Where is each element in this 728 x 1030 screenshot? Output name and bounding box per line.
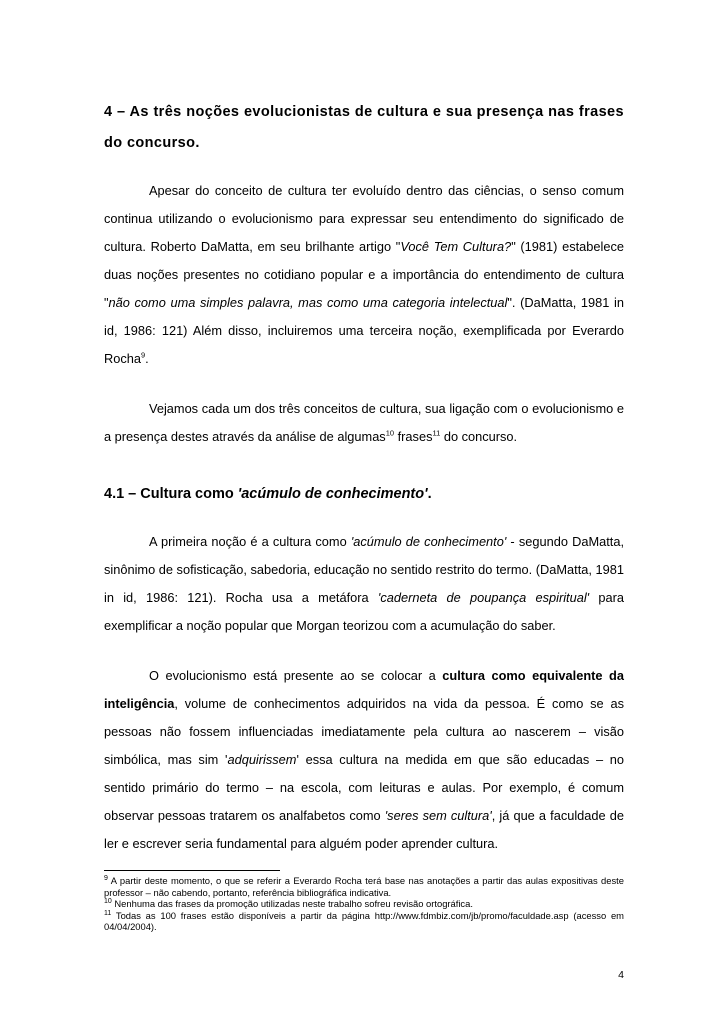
paragraph-3: A primeira noção é a cultura como 'acúmulo de conhecimento' - segundo DaMatta, sinônimo de sofisticação, sabedoria, educação no sentido restrito do termo. (DaMatta, 1981 in id, 1986: 121). Rocha usa a metáfora 'caderneta de poupança espiritual' para exemplificar a noção popular que Morgan teorizou com a acumulação do saber. xyxy=(104,534,624,633)
footnotes xyxy=(104,875,624,933)
footnote-10: $^{10}$ Nenhuma das frases da promoção utilizadas neste trabalho sofreu revisão ortográfica. xyxy=(104,898,473,910)
paragraph-2: Vejamos cada um dos três conceitos de cultura, sua ligação com o evolucionismo e a presença destes através da análise de algumas$^{10}$ frases$^{11}$ do concurso. xyxy=(104,401,624,444)
footnote-11: $^{11}$ Todas as 100 frases estão disponíveis a partir da página http://www.fdmbiz.com/jb/promo/faculdade.asp (acesso em 04/04/2004). xyxy=(104,909,624,933)
footnote-ref-11[interactable]: 11 xyxy=(432,428,441,438)
footnote-divider xyxy=(104,870,280,871)
paragraph-4: O evolucionismo está presente ao se colocar a cultura como equivalente da inteligência, volume de conhecimentos adquiridos na vida da pessoa. É como se as pessoas não fossem influenciadas imediatamente pela cultura ao nascerem – visão simbólica, mas sim 'adquirissem' essa cultura na medida em que são educadas – no sentido primário do termo – na escola, com leituras e aulas. Por exemplo, é comum observar pessoas tratarem os analfabetos como 'seres sem cultura', já que a faculdade de ler e escrever seria fundamental para alguém poder aprender cultura. xyxy=(104,668,624,851)
footnote-ref-9[interactable]: 9 xyxy=(141,350,146,360)
section-heading: 4 – As três noções evolucionistas de cultura e sua presença nas frases do concurso. xyxy=(104,104,624,151)
subsection-heading: 4.1 – Cultura como 'acúmulo de conhecimento'. xyxy=(104,486,432,502)
page-body xyxy=(104,97,624,858)
paragraph-1: Apesar do conceito de cultura ter evoluído dentro das ciências, o senso comum continua utilizando o evolucionismo para expressar seu entendimento do significado de cultura. Roberto DaMatta, em seu brilhante artigo "Você Tem Cultura?" (1981) estabelece duas noções presentes no cotidiano popular e a importância do entendimento de cultura "não como uma simples palavra, mas como uma categoria intelectual". (DaMatta, 1981 in id, 1986: 121) Além disso, incluiremos uma terceira noção, exemplificada por Everardo Rocha$^9$. xyxy=(104,183,625,366)
footnote-ref-10[interactable]: 10 xyxy=(385,428,395,438)
footnote-9: $^9$ A partir deste momento, o que se referir a Everardo Rocha terá base nas anotações a partir das aulas expositivas deste professor – não cabendo, portanto, referência bibliográfica indicativa. xyxy=(104,874,624,898)
page-number: 4 xyxy=(618,969,624,981)
